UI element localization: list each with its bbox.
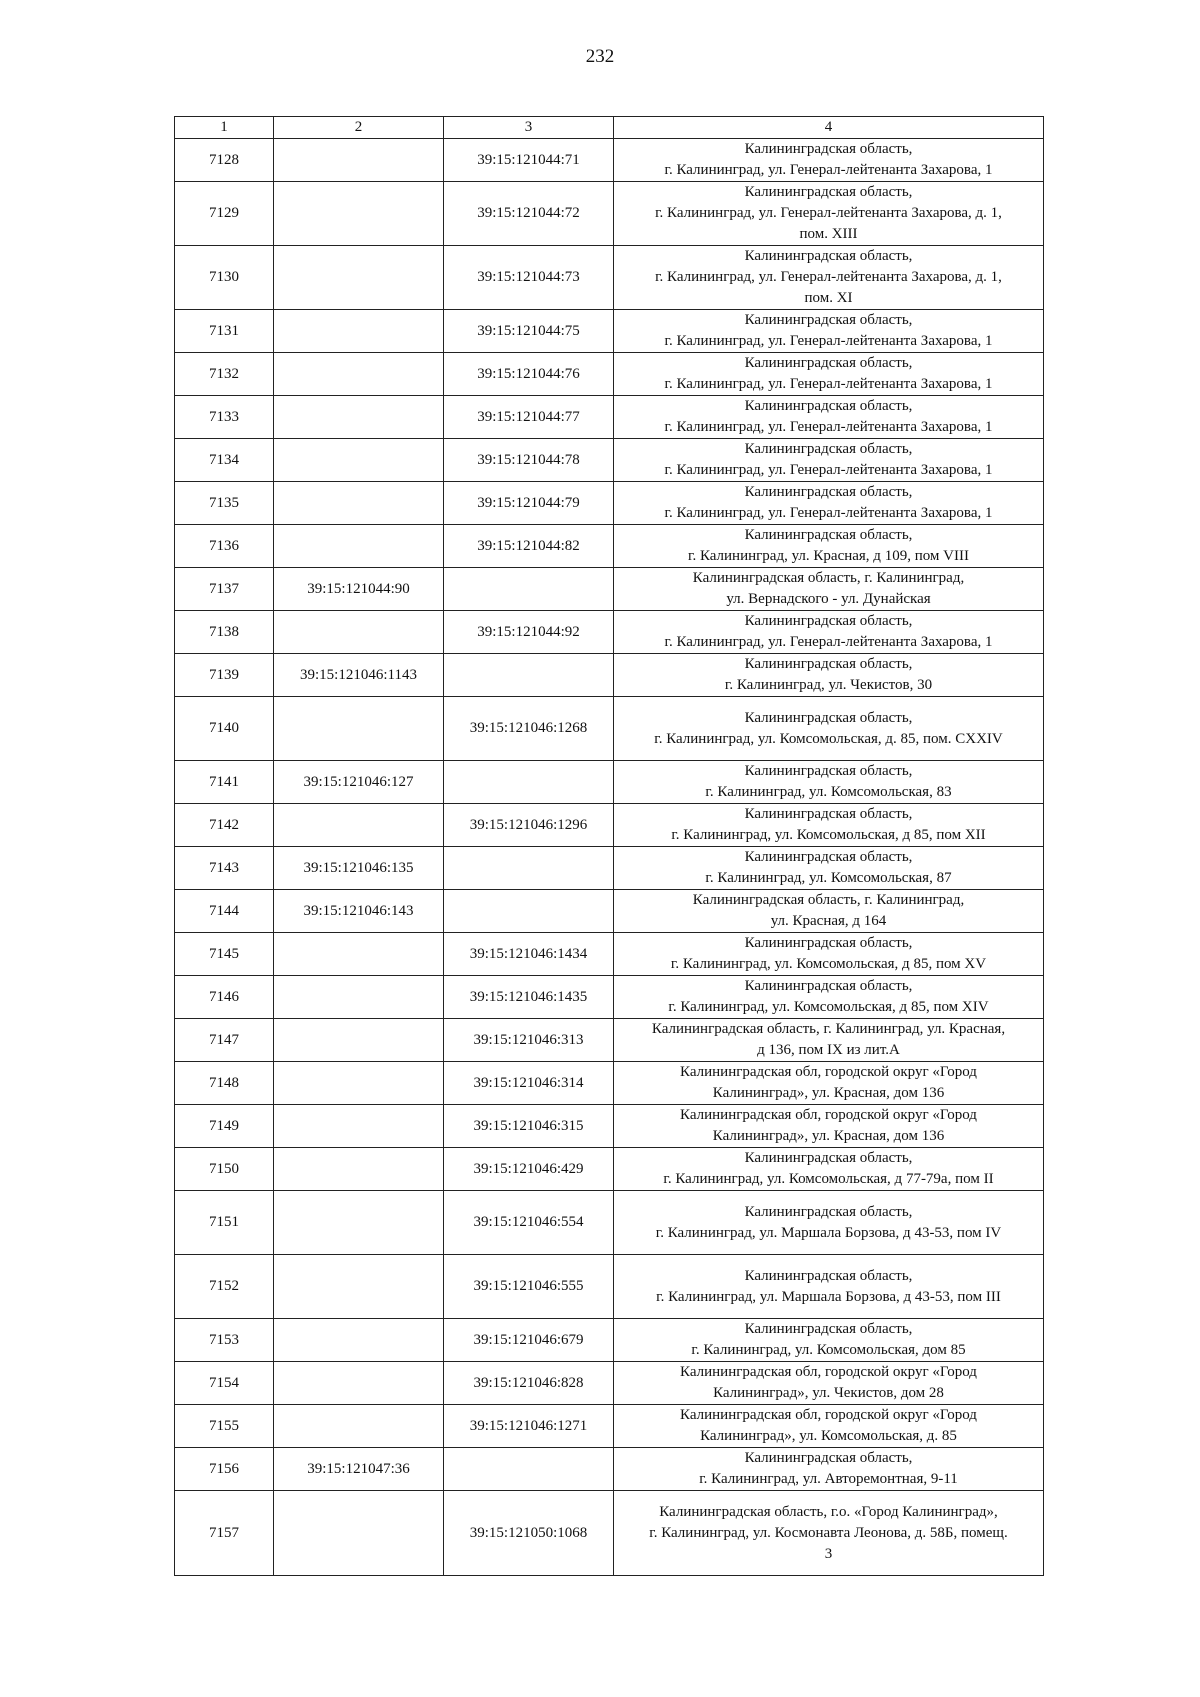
address-line: г. Калининград, ул. Красная, д 109, пом VIII [687,548,969,564]
address-line: Калининградская область, [744,1450,913,1466]
address-line: Калининград», ул. Красная, дом 136 [712,1085,945,1101]
address-cell [614,1405,1044,1448]
cadastral-number-col3: 39:15:121046:1434 [444,933,614,976]
row-number: 7138 [175,611,274,654]
address-line: г. Калининград, ул. Комсомольская, дом 85 [691,1342,966,1358]
address-cell [614,1362,1044,1405]
row-number: 7144 [175,890,274,933]
row-number: 7139 [175,654,274,697]
address-cell [614,246,1044,310]
address-line: Калининградская область, [744,935,913,951]
cadastral-number-col2: 39:15:121046:1143 [274,654,444,697]
table-row [175,182,1044,246]
cadastral-number-col2 [274,246,444,310]
address-line: Калининградская область, [744,398,913,414]
row-number: 7150 [175,1148,274,1191]
column-header-1: 1 [175,117,274,139]
address-cell [614,396,1044,439]
address-line: Калининградская область, [744,1150,913,1166]
cadastral-number-col3: 39:15:121046:679 [444,1319,614,1362]
column-header-3: 3 [444,117,614,139]
address-cell [614,1019,1044,1062]
address-line: пом. XIII [799,226,858,242]
cadastral-number-col2 [274,1105,444,1148]
cadastral-number-col2 [274,353,444,396]
address-line: пом. XI [804,290,853,306]
table-row [175,654,1044,697]
address-cell [614,761,1044,804]
address-line: Калининград», ул. Чекистов, дом 28 [713,1385,944,1401]
address-cell [614,1062,1044,1105]
address-line: г. Калининград, ул. Генерал-лейтенанта Захарова, 1 [664,419,993,435]
row-number: 7135 [175,482,274,525]
cadastral-number-col2 [274,396,444,439]
table-row [175,1148,1044,1191]
address-line: Калининградская область, [744,709,913,726]
table-row [175,933,1044,976]
table-header-row [175,117,1044,139]
address-line: Калининградская обл, городской округ «Город [680,1107,977,1123]
address-line: Калининград», ул. Комсомольская, д. 85 [700,1428,957,1444]
address-cell [614,439,1044,482]
cadastral-number-col3: 39:15:121046:554 [444,1191,614,1255]
address-cell [614,976,1044,1019]
cadastral-number-col2 [274,139,444,182]
address-line: Калининградская обл, городской округ «Город [680,1364,977,1380]
address-cell [614,1491,1044,1576]
row-number: 7145 [175,933,274,976]
address-line: Калининградская область, [744,312,913,328]
address-line: г. Калининград, ул. Комсомольская, д 85, пом XV [670,956,987,972]
address-line: г. Калининград, ул. Чекистов, 30 [724,677,933,693]
address-cell [614,1105,1044,1148]
address-line: Калининградская область, г.о. «Город Калининград», [659,1503,998,1520]
cadastral-number-col2: 39:15:121046:135 [274,847,444,890]
address-line: ул. Красная, д 164 [770,913,887,929]
table-row [175,697,1044,761]
table-row [175,611,1044,654]
table-row [175,890,1044,933]
address-cell [614,1255,1044,1319]
row-number: 7143 [175,847,274,890]
address-line: Калининградская область, [744,806,913,822]
cadastral-number-col2 [274,182,444,246]
address-line: Калининградская область, [744,978,913,994]
address-line: г. Калининград, ул. Комсомольская, д 77-79а, пом II [663,1171,994,1187]
cadastral-number-col2 [274,1362,444,1405]
table-row [175,1255,1044,1319]
cadastral-number-col3 [444,1448,614,1491]
table-row [175,1191,1044,1255]
address-line: Калининградская область, [744,1203,913,1220]
address-line: г. Калининград, ул. Генерал-лейтенанта Захарова, 1 [664,462,993,478]
cadastral-number-col3: 39:15:121044:71 [444,139,614,182]
cadastral-number-col2 [274,697,444,761]
row-number: 7146 [175,976,274,1019]
cadastral-number-col2 [274,804,444,847]
row-number: 7141 [175,761,274,804]
address-cell [614,1148,1044,1191]
table-row [175,439,1044,482]
address-line: г. Калининград, ул. Генерал-лейтенанта Захарова, д. 1, [655,205,1002,221]
address-cell [614,1448,1044,1491]
address-line: Калининградская область, [744,527,913,543]
address-cell [614,568,1044,611]
cadastral-number-col3 [444,847,614,890]
cadastral-number-col2 [274,1062,444,1105]
column-header-4: 4 [614,117,1044,139]
cadastral-number-col3 [444,761,614,804]
address-line: 3 [824,1545,833,1562]
cadastral-number-col3: 39:15:121046:1271 [444,1405,614,1448]
row-number: 7152 [175,1255,274,1319]
table-row [175,1105,1044,1148]
row-number: 7140 [175,697,274,761]
table-row [175,482,1044,525]
address-line: г. Калининград, ул. Маршала Борзова, д 43-53, пом III [656,1288,1001,1305]
row-number: 7128 [175,139,274,182]
table-body [175,139,1044,1576]
cadastral-number-col3 [444,890,614,933]
cadastral-number-col2 [274,611,444,654]
row-number: 7142 [175,804,274,847]
address-cell [614,697,1044,761]
address-cell [614,525,1044,568]
cadastral-number-col3: 39:15:121044:76 [444,353,614,396]
cadastral-number-col3: 39:15:121044:78 [444,439,614,482]
cadastral-number-col2: 39:15:121047:36 [274,1448,444,1491]
address-cell [614,482,1044,525]
cadastral-number-col2 [274,525,444,568]
address-cell [614,1191,1044,1255]
address-line: Калининградская область, [744,1267,913,1284]
address-line: Калининградская область, [744,248,913,264]
row-number: 7157 [175,1491,274,1576]
address-line: Калининград», ул. Красная, дом 136 [712,1128,945,1144]
cadastral-number-col3: 39:15:121044:75 [444,310,614,353]
address-line: Калининградская область, [744,484,913,500]
address-line: г. Калининград, ул. Комсомольская, 87 [705,870,952,886]
address-line: г. Калининград, ул. Комсомольская, д 85, пом XIV [668,999,989,1015]
address-line: г. Калининград, ул. Комсомольская, 83 [705,784,952,800]
address-line: г. Калининград, ул. Авторемонтная, 9-11 [699,1471,958,1487]
table-row [175,1319,1044,1362]
row-number: 7137 [175,568,274,611]
address-line: Калининградская обл, городской округ «Город [680,1407,977,1423]
row-number: 7148 [175,1062,274,1105]
address-cell [614,654,1044,697]
cadastral-number-col3: 39:15:121046:828 [444,1362,614,1405]
address-line: г. Калининград, ул. Космонавта Леонова, д. 58Б, помещ. [649,1524,1008,1541]
address-cell [614,1319,1044,1362]
cadastral-number-col2 [274,933,444,976]
table-row [175,1019,1044,1062]
cadastral-number-col3: 39:15:121046:1435 [444,976,614,1019]
address-line: Калининградская область, [744,355,913,371]
row-number: 7153 [175,1319,274,1362]
address-cell [614,139,1044,182]
address-line: Калининградская область, [744,184,913,200]
address-line: ул. Вернадского - ул. Дунайская [726,591,931,607]
table-row [175,804,1044,847]
address-cell [614,804,1044,847]
cadastral-number-col2 [274,482,444,525]
address-line: д 136, пом IX из лит.А [757,1042,900,1058]
table-row [175,310,1044,353]
address-cell [614,890,1044,933]
address-line: г. Калининград, ул. Генерал-лейтенанта Захарова, 1 [664,162,993,178]
address-cell [614,933,1044,976]
address-line: Калининградская обл, городской округ «Город [680,1064,977,1080]
row-number: 7156 [175,1448,274,1491]
cadastral-number-col3: 39:15:121044:82 [444,525,614,568]
cadastral-number-col3: 39:15:121046:1296 [444,804,614,847]
row-number: 7154 [175,1362,274,1405]
address-cell [614,353,1044,396]
cadastral-number-col2: 39:15:121046:127 [274,761,444,804]
cadastral-number-col3: 39:15:121050:1068 [444,1491,614,1576]
cadastral-number-col3 [444,568,614,611]
cadastral-number-col2 [274,1491,444,1576]
cadastral-number-col3: 39:15:121046:314 [444,1062,614,1105]
row-number: 7129 [175,182,274,246]
table-row [175,1062,1044,1105]
cadastral-number-col3: 39:15:121044:72 [444,182,614,246]
cadastral-number-col2 [274,1319,444,1362]
address-line: г. Калининград, ул. Генерал-лейтенанта Захарова, 1 [664,376,993,392]
cadastral-number-col3: 39:15:121046:1268 [444,697,614,761]
address-line: г. Калининград, ул. Генерал-лейтенанта Захарова, 1 [664,333,993,349]
row-number: 7134 [175,439,274,482]
table-row [175,246,1044,310]
table-row [175,1491,1044,1576]
row-number: 7149 [175,1105,274,1148]
cadastral-number-col2 [274,1405,444,1448]
table-row [175,847,1044,890]
cadastral-number-col3: 39:15:121046:313 [444,1019,614,1062]
address-line: Калининградская область, [744,656,913,672]
address-line: Калининградская область, [744,141,913,157]
table-row [175,1405,1044,1448]
table-row [175,761,1044,804]
row-number: 7147 [175,1019,274,1062]
table-row [175,1362,1044,1405]
cadastral-number-col2 [274,976,444,1019]
address-line: Калининградская область, [744,849,913,865]
address-line: Калининградская область, г. Калининград, ул. Красная, [651,1021,1006,1037]
cadastral-number-col2 [274,1019,444,1062]
address-line: г. Калининград, ул. Генерал-лейтенанта Захарова, 1 [664,634,993,650]
row-number: 7155 [175,1405,274,1448]
address-cell [614,611,1044,654]
cadastral-number-col2 [274,1148,444,1191]
cadastral-number-col3: 39:15:121044:92 [444,611,614,654]
cadastral-number-col3: 39:15:121044:79 [444,482,614,525]
table-row [175,568,1044,611]
address-line: Калининградская область, г. Калининград, [692,570,965,586]
address-line: Калининградская область, [744,1321,913,1337]
address-cell [614,310,1044,353]
row-number: 7132 [175,353,274,396]
address-line: Калининградская область, [744,763,913,779]
cadastral-number-col3: 39:15:121046:315 [444,1105,614,1148]
row-number: 7136 [175,525,274,568]
cadastral-number-col2: 39:15:121044:90 [274,568,444,611]
address-line: г. Калининград, ул. Генерал-лейтенанта Захарова, 1 [664,505,993,521]
address-line: г. Калининград, ул. Генерал-лейтенанта Захарова, д. 1, [655,269,1002,285]
table-row [175,396,1044,439]
cadastral-number-col3: 39:15:121044:73 [444,246,614,310]
page-number: 232 [585,46,615,67]
table-row [175,976,1044,1019]
row-number: 7131 [175,310,274,353]
cadastral-number-col3: 39:15:121046:555 [444,1255,614,1319]
cadastral-number-col2 [274,1255,444,1319]
cadastral-number-col2 [274,1191,444,1255]
cadastral-number-col2 [274,439,444,482]
table-row [175,1448,1044,1491]
address-cell [614,182,1044,246]
address-cell [614,847,1044,890]
cadastral-number-col2: 39:15:121046:143 [274,890,444,933]
row-number: 7151 [175,1191,274,1255]
cadastral-number-col2 [274,310,444,353]
table-row [175,139,1044,182]
address-line: Калининградская область, [744,613,913,629]
address-line: г. Калининград, ул. Комсомольская, д. 85, пом. CXXIV [654,730,1003,747]
row-number: 7133 [175,396,274,439]
registry-table [174,116,1044,1576]
address-line: Калининградская область, [744,441,913,457]
cadastral-number-col3 [444,654,614,697]
table-row [175,353,1044,396]
address-line: Калининградская область, г. Калининград, [692,892,965,908]
row-number: 7130 [175,246,274,310]
address-line: г. Калининград, ул. Комсомольская, д 85, пом XII [671,827,986,843]
cadastral-number-col3: 39:15:121044:77 [444,396,614,439]
column-header-2: 2 [274,117,444,139]
cadastral-number-col3: 39:15:121046:429 [444,1148,614,1191]
address-line: г. Калининград, ул. Маршала Борзова, д 43-53, пом IV [655,1224,1002,1241]
table-row [175,525,1044,568]
